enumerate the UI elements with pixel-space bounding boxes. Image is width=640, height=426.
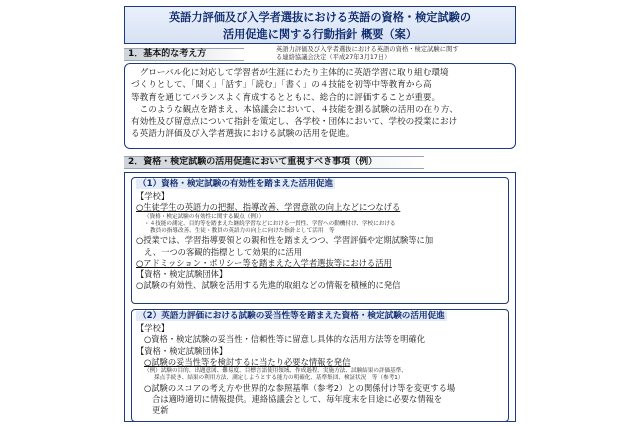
list-item (136, 258, 504, 269)
text-line: このような観点を踏まえ、本協議会において、４技能を測る試験の活用の在り方、 (139, 104, 458, 115)
text-line: 等教育を通じてバランスよく育成するとともに、総合的に評価することが重要。 (131, 92, 441, 103)
decision-note-line2: る連絡協議会決定（平成27年3月17日） (276, 54, 391, 61)
school-label: 【学校】 (136, 323, 170, 333)
list-item-text: ○アドミッション・ポリシー等を踏まえた入学者選抜等における活用 (136, 257, 392, 268)
subsection2 (131, 309, 509, 422)
note-line: ・４技能の測定、目的等を踏まえた継続学習などにおける一貫性、学習への動機付け、学校における (144, 220, 396, 227)
decision-note (276, 46, 516, 62)
text-line: グローバル化に対応して学習者が生涯にわたり主体的に英語学習に取り組む環境 (139, 68, 449, 78)
section2-heading: 2．資格・検定試験の活用促進において重視すべき事項（例） (124, 156, 424, 169)
list-item-continued: 合は適時適切に情報提供。連絡協議会として、毎年度末を目途に必要な情報を (152, 393, 443, 404)
note-line: （資格・検定試験の有効性に関する観点（例）） (144, 213, 265, 220)
list-item: ○資格・検定試験の妥当性・信頼性等に留意し具体的な活用方法等を明確化 (144, 334, 426, 345)
document-title-line2: 活用促進に関する行動指針 概要（案） (222, 28, 418, 41)
document-page (116, 6, 526, 422)
subsection1-title (136, 178, 504, 191)
section2-body (124, 172, 516, 422)
school-label: 【学校】 (136, 191, 170, 201)
list-item-continued: え、一つの客観的指標として効果的に活用 (144, 246, 303, 257)
document-title-line1: 英語力評価及び入学者選抜における英語の資格・検定試験の (168, 11, 472, 24)
note-line: 教員の指導改善、生徒・教員の英語力の向上に向けた指針として活用 等 (150, 228, 335, 234)
subsection2-title-text: （2）英語力評価における試験の妥当性等を踏まえた資格・検定試験の活用促進 (138, 311, 445, 321)
org-label: 【資格・検定試験団体】 (136, 345, 228, 356)
note-block (136, 214, 504, 236)
section1-paragraph1 (131, 67, 509, 104)
list-item: ○授業では、学習指導要領との親和性を踏まえつつ、学習評価や定期試験等に加 (136, 235, 434, 246)
list-item (136, 357, 504, 368)
section1-heading: 1．基本的な考え方 (124, 48, 244, 61)
list-item-continued: 更新 (152, 405, 169, 416)
note-line: 採点手続き、結果の利用方法、測定しようとする能力の明確化、基準集団、検証状況 等（参考1） (154, 375, 404, 382)
decision-note-line1: 英語力評価及び入学者選抜における英語の資格・検定試験に関す (276, 46, 459, 53)
list-item-text: ○生徒学生の英語力の把握、指導改善、学習意欲の向上などにつなげる (136, 202, 401, 213)
text-line: づくりとして、「聞く」「話す」「読む」「書く」の４技能を初等中等教育から高 (131, 80, 432, 91)
text-line: る英語力評価及び入学者選抜における試験の活用を促進。 (131, 129, 355, 140)
section1-paragraph2 (131, 104, 509, 141)
list-item: ○試験の有効性、試験を活用する先進的取組などの情報を積極的に発信 (136, 280, 401, 291)
list-item (136, 202, 504, 213)
list-item-text: ○試験の妥当性等を検討するに当たり必要な情報を発信 (144, 356, 351, 367)
subsection1-title-text: （1）資格・検定試験の有効性を踏まえた活用促進 (138, 179, 334, 189)
subsection1 (131, 177, 509, 304)
note-line: （例）試験の目的、出題意図、難易度、目標言語使用領域、作成過程、実施方法、試験結果の評価基準、 (144, 368, 407, 375)
note-block (136, 368, 504, 382)
text-line: 有効性及び留意点について指針を策定し、各学校・団体において、学校の授業におけ (131, 117, 458, 128)
org-label: 【資格・検定試験団体】 (136, 269, 228, 280)
document-title-box (124, 6, 516, 44)
section1-body (124, 63, 516, 149)
list-item: ○試験のスコアの考え方や世界的な参照基準（参考2）との関係付け等を変更する場 (144, 382, 456, 393)
subsection2-title (136, 310, 504, 323)
